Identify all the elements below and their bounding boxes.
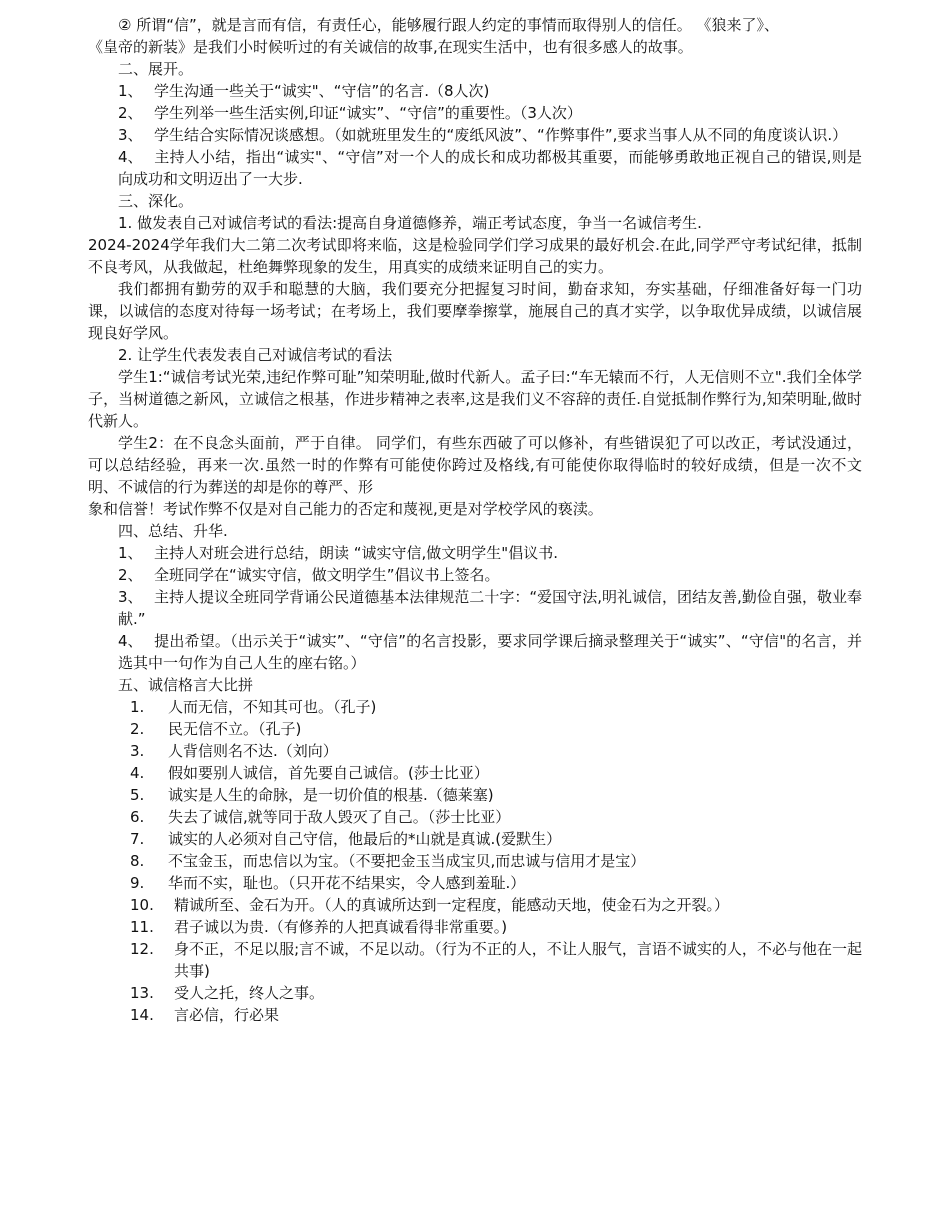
item-text: 精诚所至、金石为开。（人的真诚所达到一定程度，能感动天地，使金石为之开裂。） <box>174 896 730 914</box>
item-number: 5. <box>130 786 145 804</box>
list-item <box>88 80 862 102</box>
quote-item <box>88 828 862 850</box>
item-text: 民无信不立。（孔子) <box>168 720 302 738</box>
item-text: 人背信则名不达.（刘向） <box>168 742 338 760</box>
item-text: 受人之托，终人之事。 <box>174 984 325 1002</box>
item-text: 主持人小结，指出“诚实"、“守信”对一个人的成长和成功都极其重要，而能够勇敢地正视自己的错误,则是向成功和文明迈出了一大步. <box>118 148 862 188</box>
item-text: 人而无信，不知其可也。（孔子) <box>168 698 377 716</box>
intro-line-1: ② 所谓“信”，就是言而有信，有责任心，能够履行跟人约定的事情而取得别人的信任。 《狼来了》、 <box>118 16 780 34</box>
section-heading-summary: 四、总结、升华. <box>118 522 228 540</box>
item-number: 4、 <box>118 148 143 166</box>
item-text: 全班同学在“诚实守信，做文明学生”倡议书上签名。 <box>154 566 500 584</box>
item-text: 主持人对班会进行总结，朗读 “诚实守信,做文明学生"倡议书. <box>154 544 558 562</box>
item-text: 不宝金玉，而忠信以为宝。（不要把金玉当成宝贝,而忠诚与信用才是宝） <box>168 852 646 870</box>
item-number: 2、 <box>118 566 143 584</box>
item-number: 2. <box>130 720 145 738</box>
item-number: 13. <box>130 984 154 1002</box>
section2-list <box>88 80 862 190</box>
study-paragraph: 我们都拥有勤劳的双手和聪慧的大脑，我们要充分把握复习时间，勤奋求知，夯实基础，仔细准备好每一门功课，以诚信的态度对待每一场考试；在考场上，我们要摩拳擦掌，施展自己的真才实学，以争取优异成绩，以诚信展现良好学风。 <box>88 280 862 342</box>
quotes-list <box>88 696 862 1026</box>
item-number: 2、 <box>118 104 143 122</box>
item-text: 君子诚以为贵.（有修养的人把真诚看得非常重要。) <box>174 918 508 936</box>
quote-item <box>88 1004 862 1026</box>
quote-item <box>88 850 862 872</box>
intro-line-2: 《皇帝的新装》是我们小时候听过的有关诚信的故事,在现实生活中，也有很多感人的故事。 <box>88 38 693 56</box>
item-text: 身不正，不足以服;言不诚，不足以动。（行为不正的人，不让人服气，言语不诚实的人，不必与他在一起共事) <box>174 940 862 980</box>
section4-list <box>88 542 862 674</box>
quote-item <box>88 894 862 916</box>
list-item <box>88 630 862 674</box>
section-heading-deepen: 三、深化。 <box>118 192 194 210</box>
item-text: 诚实的人必须对自己守信，他最后的*山就是真诚.(爱默生） <box>168 830 562 848</box>
item-text: 学生沟通一些关于“诚实"、“守信”的名言.（8人次) <box>154 82 490 100</box>
item-number: 12. <box>130 940 154 958</box>
item-text: 学生结合实际情况谈感想。（如就班里发生的“废纸风波”、“作弊事件”,要求当事人从不同的角度谈认识.） <box>154 126 848 144</box>
item-text: 主持人提议全班同学背诵公民道德基本法律规范二十字：“爱国守法,明礼诚信，团结友善,勤俭自强，敬业奉献.” <box>118 588 862 628</box>
item-number: 11. <box>130 918 154 936</box>
student-1-paragraph: 学生1:“诚信考试光荣,违纪作弊可耻”知荣明耻,做时代新人。孟子曰:“车无辕而不行，人无信则不立".我们全体学子，当树道德之新风，立诚信之根基，作进步精神之表率,这是我们义不容辞的责任.自觉抵制作弊行为,知荣明耻,做时代新人。 <box>88 368 862 430</box>
quote-item <box>88 696 862 718</box>
list-item <box>88 586 862 630</box>
item-number: 4、 <box>118 632 143 650</box>
quote-item <box>88 762 862 784</box>
item-text: 失去了诚信,就等同于敌人毁灭了自己。（莎士比亚） <box>168 808 511 826</box>
item-text: 假如要别人诚信，首先要自己诚信。(莎士比亚） <box>168 764 489 782</box>
subheading-2: 2. 让学生代表发表自己对诚信考试的看法 <box>118 346 393 364</box>
item-text: 华而不实，耻也。（只开花不结果实，令人感到羞耻.） <box>168 874 526 892</box>
item-text: 提出希望。（出示关于“诚实”、“守信”的名言投影，要求同学课后摘录整理关于“诚实”、“守信"的名言，并选其中一句作为自己人生的座右铭。） <box>118 632 862 672</box>
item-text: 言必信，行必果 <box>174 1006 280 1024</box>
item-text: 学生列举一些生活实例,印证“诚实”、“守信”的重要性。（3人次） <box>154 104 582 122</box>
student-2-paragraph: 学生2：在不良念头面前，严于自律。 同学们，有些东西破了可以修补，有些错误犯了可以改正，考试没通过，可以总结经验，再来一次.虽然一时的作弊有可能使你跨过及格线,有可能使你取得临时的较好成绩，但是一次不文明、不诚信的行为葬送的却是你的尊严、形 <box>88 434 862 496</box>
item-number: 3. <box>130 742 145 760</box>
item-number: 1、 <box>118 82 143 100</box>
list-item <box>88 146 862 190</box>
quote-item <box>88 872 862 894</box>
intro-paragraph-cont <box>88 36 862 58</box>
item-number: 1、 <box>118 544 143 562</box>
section-heading-quotes: 五、诚信格言大比拼 <box>118 676 254 694</box>
item-number: 3、 <box>118 126 143 144</box>
item-number: 3、 <box>118 588 143 606</box>
quote-item <box>88 718 862 740</box>
quote-item <box>88 784 862 806</box>
student-2-paragraph-cont: 象和信誉！考试作弊不仅是对自己能力的否定和蔑视,更是对学校学风的亵渎。 <box>88 500 603 518</box>
exam-paragraph: 2024-2024学年我们大二第二次考试即将来临，这是检验同学们学习成果的最好机会.在此,同学严守考试纪律，抵制不良考风，从我做起，杜绝舞弊现象的发生，用真实的成绩来证明自己的实力。 <box>88 236 862 276</box>
quote-item <box>88 938 862 982</box>
quote-item <box>88 916 862 938</box>
item-number: 9. <box>130 874 145 892</box>
subheading-1: 1. 做发表自己对诚信考试的看法:提高自身道德修养，端正考试态度，争当一名诚信考生. <box>118 214 702 232</box>
quote-item <box>88 740 862 762</box>
item-number: 4. <box>130 764 145 782</box>
item-number: 6. <box>130 808 145 826</box>
section-heading-expand: 二、展开。 <box>118 60 194 78</box>
item-number: 7. <box>130 830 145 848</box>
quote-item <box>88 806 862 828</box>
list-item <box>88 124 862 146</box>
list-item <box>88 542 862 564</box>
item-text: 诚实是人生的命脉，是一切价值的根基.（德莱塞) <box>168 786 494 804</box>
item-number: 10. <box>130 896 154 914</box>
item-number: 8. <box>130 852 145 870</box>
item-number: 1. <box>130 698 145 716</box>
list-item <box>88 564 862 586</box>
list-item <box>88 102 862 124</box>
quote-item <box>88 982 862 1004</box>
intro-paragraph <box>88 14 862 36</box>
item-number: 14. <box>130 1006 154 1024</box>
